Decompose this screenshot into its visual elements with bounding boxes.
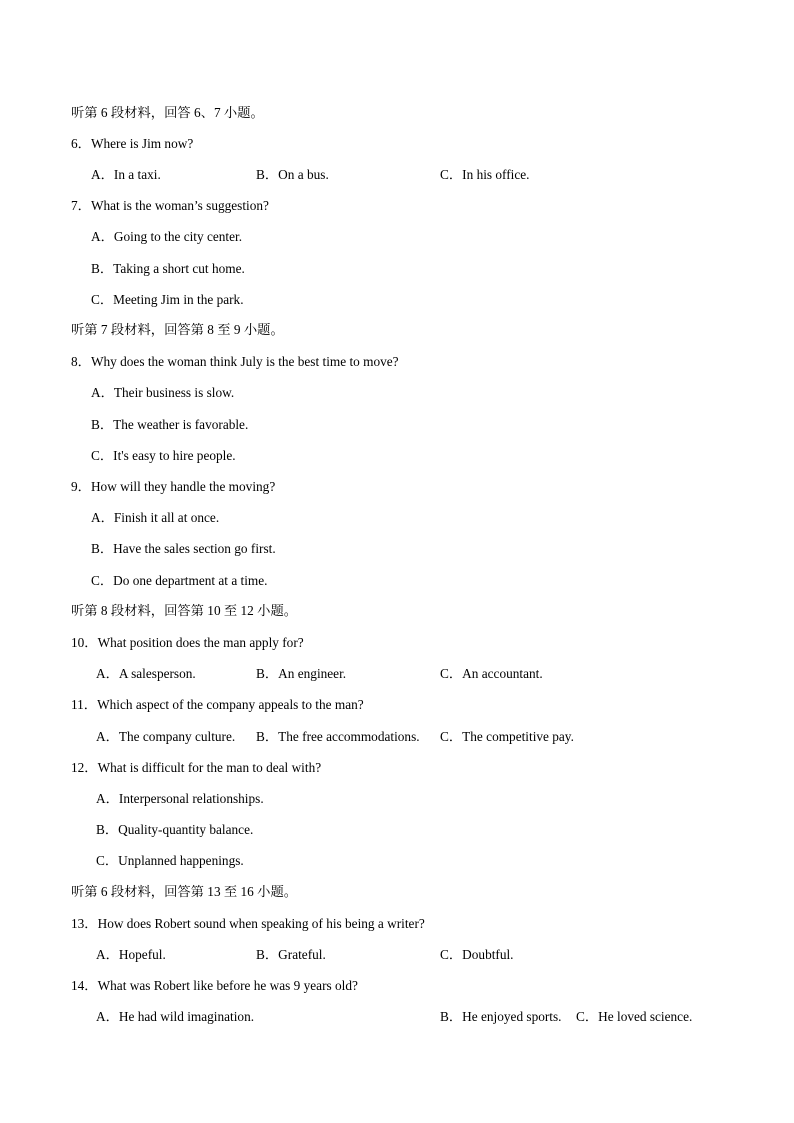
section-header: 听第 6 段材料，回答 6、7 小题。 [71, 105, 264, 120]
section-header: 听第 8 段材料，回答第 10 至 12 小题。 [71, 603, 298, 618]
question-stem: 11．Which aspect of the company appeals to the man? [71, 697, 364, 712]
option-c: C．Unplanned happenings. [96, 853, 244, 868]
option-a: A．A salesperson. [96, 666, 196, 681]
option-c: C．Do one department at a time. [91, 573, 268, 588]
option-c: C．Doubtful. [440, 947, 514, 962]
option-a: A．The company culture. [96, 729, 236, 744]
option-a: A．Going to the city center. [91, 229, 243, 244]
question-stem: 9．How will they handle the moving? [71, 479, 276, 494]
option-a: A．In a taxi. [91, 167, 161, 182]
option-b: B．Taking a short cut home. [91, 261, 245, 276]
question-stem: 13．How does Robert sound when speaking of his being a writer? [71, 916, 425, 931]
question-stem: 12．What is difficult for the man to deal with? [71, 760, 322, 775]
section-header: 听第 6 段材料，回答第 13 至 16 小题。 [71, 884, 298, 899]
option-c: C．The competitive pay. [440, 729, 574, 744]
option-a: A．Finish it all at once. [91, 510, 220, 525]
option-a: A．Interpersonal relationships. [96, 791, 264, 806]
option-b: B．He enjoyed sports. [440, 1009, 562, 1024]
option-c: C．An accountant. [440, 666, 543, 681]
option-b: B．Have the sales section go first. [91, 541, 276, 556]
option-c: C．He loved science. [576, 1009, 693, 1024]
question-stem: 7．What is the woman’s suggestion? [71, 198, 269, 213]
question-stem: 14．What was Robert like before he was 9 years old? [71, 978, 358, 993]
option-c: C．Meeting Jim in the park. [91, 292, 244, 307]
option-a: A．Their business is slow. [91, 385, 235, 400]
option-b: B．The free accommodations. [256, 729, 420, 744]
option-b: B．Grateful. [256, 947, 326, 962]
option-b: B．Quality-quantity balance. [96, 822, 254, 837]
question-stem: 6．Where is Jim now? [71, 136, 194, 151]
option-c: C．In his office. [440, 167, 530, 182]
question-stem: 8．Why does the woman think July is the best time to move? [71, 354, 399, 369]
option-b: B．On a bus. [256, 167, 329, 182]
option-b: B．An engineer. [256, 666, 347, 681]
option-c: C．It's easy to hire people. [91, 448, 236, 463]
option-a: A．Hopeful. [96, 947, 166, 962]
option-a: A．He had wild imagination. [96, 1009, 255, 1024]
question-stem: 10．What position does the man apply for? [71, 635, 304, 650]
section-header: 听第 7 段材料，回答第 8 至 9 小题。 [71, 322, 284, 337]
option-b: B．The weather is favorable. [91, 417, 249, 432]
